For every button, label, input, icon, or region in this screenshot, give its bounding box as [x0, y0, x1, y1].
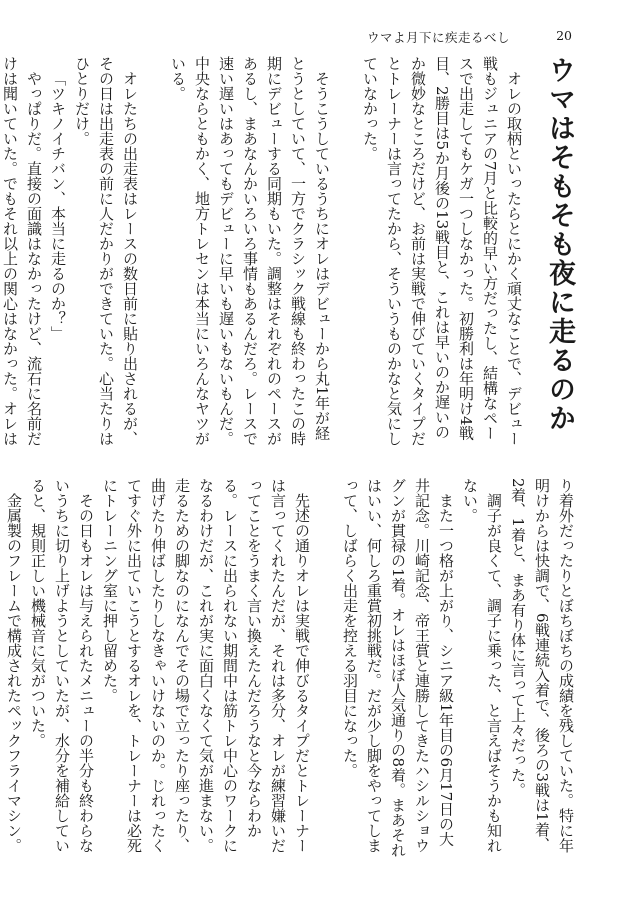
paragraph: 先述の通りオレは実戦で伸びるタイプだとトレーナーは言ってくれたんだが、それは多分、オレが練習嫌いだってことをうまく言い換えたんだろうなと今ならわかる。レースに出られない期間中は筋トレ中心のワークになるわけだが、これが実に面白くなくて気が進まない。走るための脚なのになんでその場で立ったり座ったり、曲げたり伸ばしたりしなきゃいけないのか。じれったくてすぐ外に出ていこうとするオレを、トレーナーは必死にトレーニング室に押し留めた。	[101, 478, 311, 853]
chapter-title: ウマはそもそも夜に走るのか	[544, 56, 575, 433]
paragraph-gap	[334, 56, 358, 451]
page-number: 20	[556, 28, 572, 43]
paragraph: 金属製のフレームで構成されたペックフライマシン。	[5, 493, 23, 853]
paragraph: そうこうしているうちにオレはデビューから丸1年が経とうとしていて、一方でクラシック戦線も終わったこの時期にデビューする同期もいた。調整はそれぞれのペースがあるし、まあなんかいろいろ事情もあるんだろ。レースで速い遅いはあってもデビューに早いも遅いもないもんだ。中央ならともかく、地方トレセンは本当にいろんなヤツがいる。	[169, 56, 331, 446]
running-header	[0, 28, 636, 48]
paragraph: その日もオレは与えられたメニューの半分も終わらないうちに切り上げようとしていたが、水分を補給していると、規則正しい機械音に気がついた。	[29, 478, 95, 853]
paragraph: オレの取柄といったらとにかく頑丈なことで、デビュー戦もジュニアの7月と比較的早い方だったし、結構なペースで出走してもケガ一つしなかった。初勝利は年明け4戦目、2勝目は5か月後の13戦目と、これは早いのか遅いのか微妙なところだけど、お前は実戦で伸びていくタイプだとトレーナーは言ってたから、そういうものかなと気にしていなかった。	[361, 56, 523, 446]
text-column-top	[1, 56, 578, 451]
paragraph: 調子が良くて、調子に乗った、と言えばそうかも知れない。	[461, 478, 503, 853]
running-title: ウマよ月下に疾走るべし	[366, 30, 510, 45]
paragraph: やっぱりだ。直接の面識はなかったけど、流石に名前だけは聞いていた。でもそれ以上の関心はなかった。オレは	[1, 56, 43, 446]
paragraph-gap	[314, 478, 338, 860]
text-column-bottom	[5, 478, 578, 860]
paragraph-gap	[142, 56, 166, 451]
dialogue-line: 「ツキノイチバン、本当に走るのか？」	[49, 71, 67, 341]
paragraph: また一つ格が上がり、シニア級1年目の6月17日の大井記念。川崎記念、帝王賞と連勝してきたハシルショウグンが貫禄の1着。オレはほぼ人気通りの8着。まあそれはいい、何しろ重賞初挑戦だ。だが少し脚をやってしまって、しばらく出走を控える羽目になった。	[341, 478, 455, 858]
paragraph-continued: り着外だったりとぼちぼちの成績を残していた。特に年明けからは快調で、6戦連続入着で、後ろの3戦は1着、2着、1着と、まあ有り体に言って上々だった。	[509, 478, 575, 853]
paragraph: オレたちの出走表はレースの数日前に貼り出されるが、その日は出走表の前に人だかりができていた。心当たりはひとりだけ。	[73, 56, 139, 446]
